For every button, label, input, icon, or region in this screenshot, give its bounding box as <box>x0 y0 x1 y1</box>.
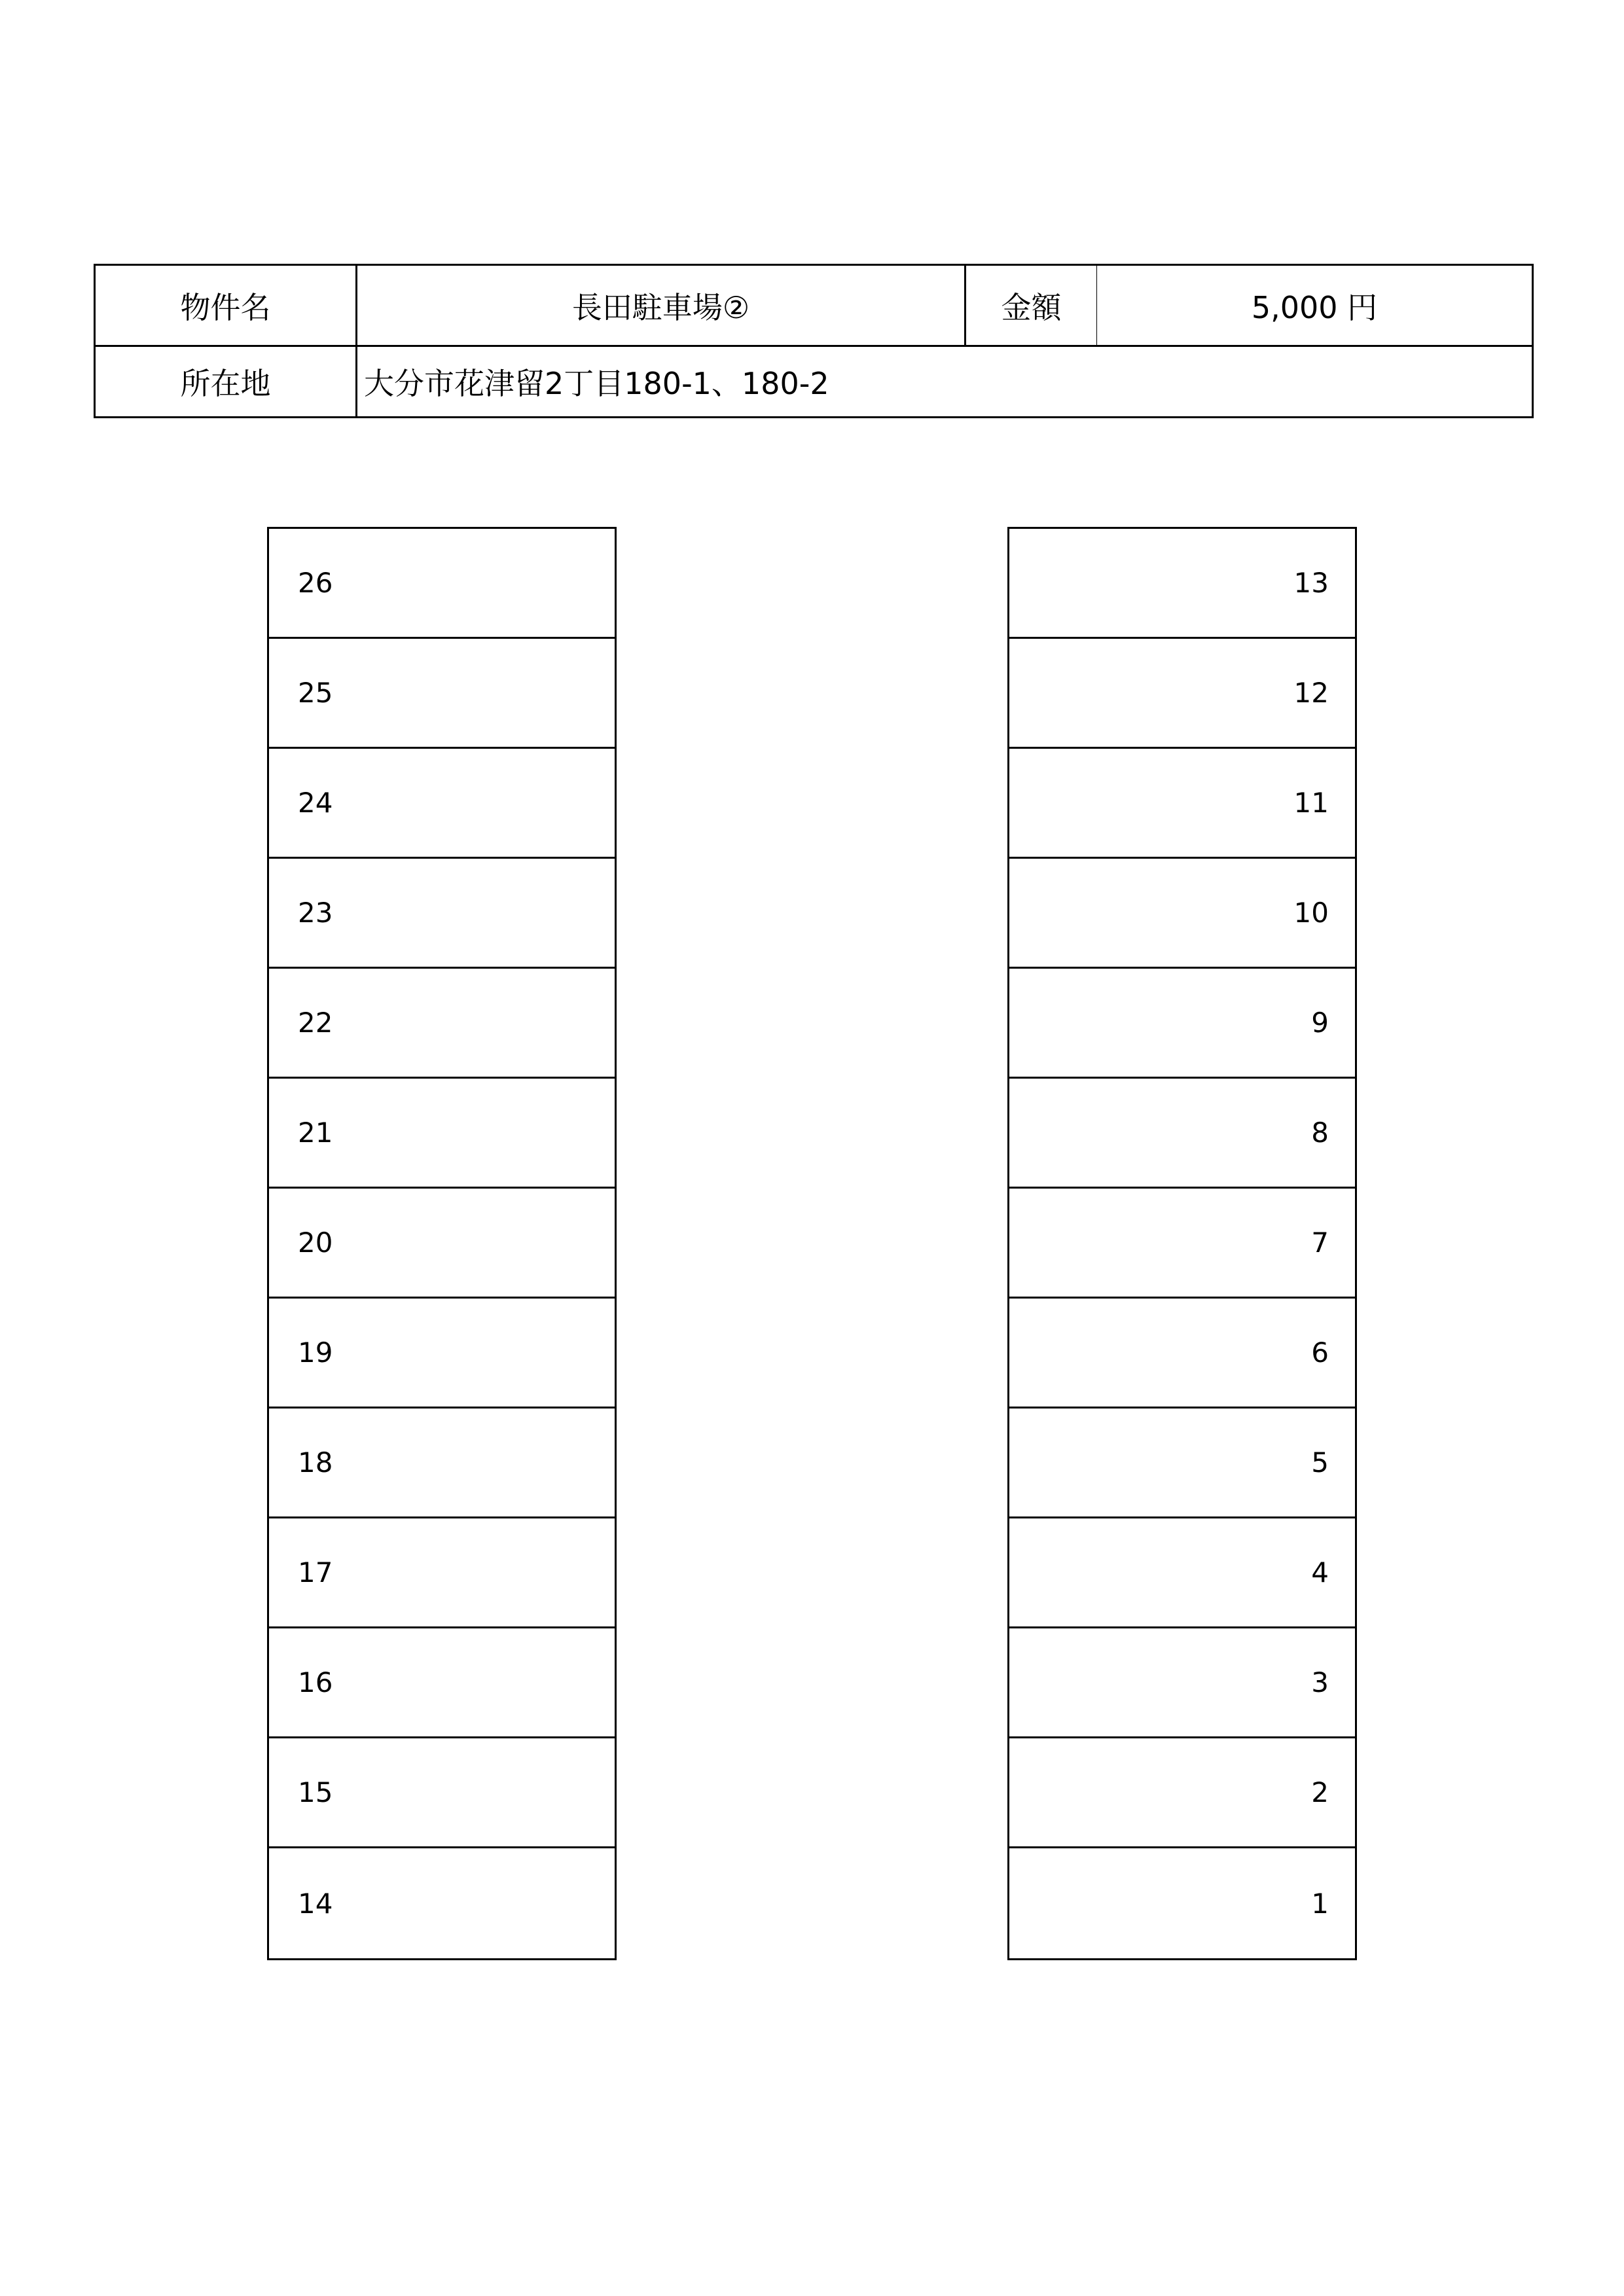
parking-slot: 7 <box>1009 1189 1355 1299</box>
parking-slot: 9 <box>1009 969 1355 1079</box>
parking-slot: 12 <box>1009 639 1355 749</box>
property-label: 物件名 <box>96 266 357 345</box>
parking-slot: 19 <box>269 1299 615 1408</box>
info-row-location <box>96 347 1532 416</box>
price-label: 金額 <box>966 266 1097 345</box>
parking-slot: 22 <box>269 969 615 1079</box>
parking-slot: 11 <box>1009 749 1355 859</box>
parking-slot: 16 <box>269 1628 615 1738</box>
parking-slots-left-column <box>267 527 617 1960</box>
parking-slot: 2 <box>1009 1738 1355 1848</box>
price-value: 5,000 円 <box>1251 289 1378 325</box>
parking-slot: 4 <box>1009 1518 1355 1628</box>
parking-slot: 21 <box>269 1079 615 1189</box>
parking-slot: 14 <box>298 1887 333 1920</box>
parking-slot: 6 <box>1009 1299 1355 1408</box>
address-value: 大分市花津留2丁目180-1、180-2 <box>364 366 829 401</box>
parking-slot: 26 <box>269 529 615 639</box>
parking-slot: 10 <box>1009 859 1355 969</box>
parking-slot: 17 <box>269 1518 615 1628</box>
parking-slot: 18 <box>269 1408 615 1518</box>
parking-slot: 13 <box>1009 529 1355 639</box>
parking-slot: 5 <box>1009 1408 1355 1518</box>
parking-slot: 3 <box>1009 1628 1355 1738</box>
parking-slot: 23 <box>269 859 615 969</box>
parking-slot: 15 <box>269 1738 615 1848</box>
location-label: 所在地 <box>96 347 357 416</box>
parking-slot: 20 <box>269 1189 615 1299</box>
parking-slot: 1 <box>1311 1887 1329 1920</box>
property-info-table <box>94 264 1534 418</box>
parking-slot: 25 <box>269 639 615 749</box>
info-row-property <box>96 266 1532 347</box>
parking-slot: 24 <box>269 749 615 859</box>
parking-slots-right-column <box>1007 527 1357 1960</box>
parking-slot: 8 <box>1009 1079 1355 1189</box>
property-name: 長田駐車場② <box>357 266 966 345</box>
